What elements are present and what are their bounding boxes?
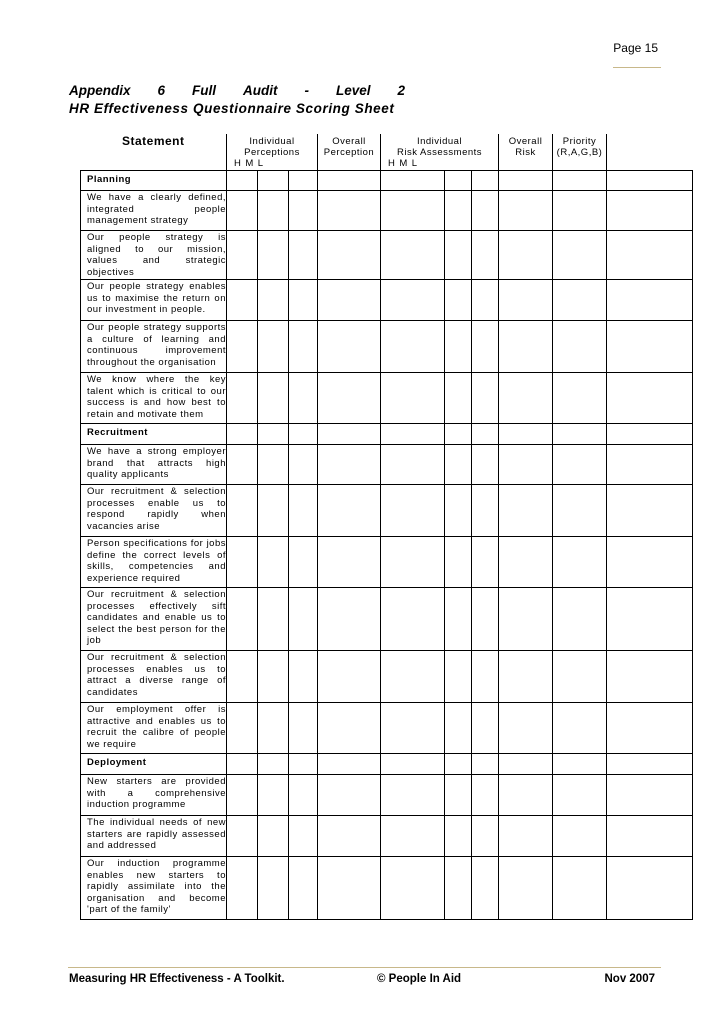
statement-cell: Our employment offer is attractive and enables us to recruit the calibre of people we require [81,703,227,754]
score-cell [258,537,289,588]
score-cell [472,816,499,857]
score-cell [553,231,607,280]
title-line-1 [69,83,405,98]
score-cell [318,373,381,424]
section-label: Recruitment [81,424,227,445]
score-cell [258,231,289,280]
table-row [81,857,693,920]
score-cell [445,191,472,231]
title-word: Full [192,83,216,98]
score-cell [227,537,258,588]
score-cell [445,775,472,816]
score-cell [318,857,381,920]
score-cell [318,537,381,588]
table-row [81,485,693,537]
score-cell [318,754,381,775]
score-cell [258,588,289,651]
score-cell [445,424,472,445]
score-cell [227,231,258,280]
score-cell [472,775,499,816]
section-label: Planning [81,171,227,191]
score-cell [445,537,472,588]
title-word: 2 [397,83,405,98]
score-cell [472,485,499,537]
statement-cell: Our people strategy supports a culture of learning and continuous improvement throughout the organisation [81,321,227,373]
score-cell [607,857,693,920]
score-cell [258,816,289,857]
score-cell [289,445,318,485]
score-cell [553,816,607,857]
title-word: Level [335,83,371,98]
score-cell [472,857,499,920]
score-cell [289,171,318,191]
score-cell [289,191,318,231]
score-cell [472,280,499,321]
statement-cell: Our recruitment & selection processes enables us to attract a diverse range of candidates [81,651,227,703]
score-cell [607,651,693,703]
score-cell [227,171,258,191]
score-cell [445,588,472,651]
table-row [81,280,693,321]
score-cell [258,485,289,537]
score-cell [318,703,381,754]
score-cell [381,857,445,920]
score-cell [227,651,258,703]
score-cell [258,373,289,424]
score-cell [607,775,693,816]
score-cell [381,191,445,231]
table-row [81,321,693,373]
score-cell [445,373,472,424]
score-cell [445,703,472,754]
statement-cell: Our recruitment & selection processes effectively sift candidates and enable us to select the best person for the job [81,588,227,651]
statement-cell: New starters are provided with a comprehensive induction programme [81,775,227,816]
score-cell [318,191,381,231]
score-cell [499,816,553,857]
score-cell [318,816,381,857]
score-cell [445,171,472,191]
overall-perception-header: Overall Perception [318,134,381,171]
statement-cell: The individual needs of new starters are rapidly assessed and addressed [81,816,227,857]
score-cell [607,280,693,321]
footer-center: © People In Aid [377,973,462,985]
score-cell [289,651,318,703]
score-cell [472,445,499,485]
score-cell [227,280,258,321]
score-cell [258,651,289,703]
score-cell [318,588,381,651]
score-cell [472,191,499,231]
score-cell [499,191,553,231]
score-cell [553,445,607,485]
score-cell [289,280,318,321]
table-row [81,816,693,857]
score-cell [553,703,607,754]
score-cell [381,775,445,816]
score-cell [227,445,258,485]
table-row [81,231,693,280]
score-cell [499,537,553,588]
score-cell [381,703,445,754]
score-cell [553,588,607,651]
score-cell [289,588,318,651]
section-row-deployment [81,754,693,775]
table-row [81,775,693,816]
header-rule [613,67,661,68]
score-cell [445,321,472,373]
table-row [81,651,693,703]
score-cell [607,321,693,373]
score-cell [381,321,445,373]
score-cell [607,754,693,775]
score-cell [472,373,499,424]
score-cell [607,816,693,857]
score-cell [258,191,289,231]
score-cell [499,857,553,920]
score-cell [472,321,499,373]
score-cell [553,171,607,191]
table-row [81,445,693,485]
score-cell [289,373,318,424]
score-cell [227,373,258,424]
score-cell [499,485,553,537]
score-cell [445,754,472,775]
score-cell [289,321,318,373]
score-cell [318,231,381,280]
table-row [81,373,693,424]
score-cell [499,588,553,651]
score-cell [553,321,607,373]
score-cell [227,191,258,231]
individual-risk-header: Individual Risk Assessments [381,134,499,158]
score-cell [499,754,553,775]
score-cell [445,445,472,485]
score-cell [258,703,289,754]
score-cell [499,231,553,280]
score-cell [258,754,289,775]
hml-risk: H M L [381,158,499,171]
score-cell [227,703,258,754]
score-cell [318,651,381,703]
score-cell [499,171,553,191]
score-cell [472,231,499,280]
score-cell [381,588,445,651]
score-cell [607,703,693,754]
score-cell [499,775,553,816]
statement-cell: Our people strategy enables us to maximise the return on our investment in people. [81,280,227,321]
score-cell [227,816,258,857]
title-word: Appendix [69,83,131,98]
score-cell [381,485,445,537]
footer-left: Measuring HR Effectiveness - A Toolkit. [69,973,285,985]
score-cell [318,280,381,321]
score-cell [499,703,553,754]
score-cell [445,651,472,703]
score-cell [607,537,693,588]
score-cell [258,445,289,485]
score-cell [318,775,381,816]
score-cell [381,424,445,445]
scoring-table [80,134,693,920]
statement-cell: We know where the key talent which is critical to our success is and how best to retain and motivate them [81,373,227,424]
statement-cell: Our induction programme enables new starters to rapidly assimilate into the organisation and become 'part of the family' [81,857,227,920]
score-cell [227,424,258,445]
score-cell [499,373,553,424]
score-cell [472,424,499,445]
title-word: 6 [157,83,166,98]
score-cell [607,588,693,651]
score-cell [381,373,445,424]
score-cell [445,280,472,321]
score-cell [318,321,381,373]
section-row-planning [81,171,693,191]
score-cell [289,424,318,445]
score-cell [381,445,445,485]
score-cell [381,280,445,321]
score-cell [258,171,289,191]
hml-perceptions: H M L [227,158,318,171]
score-cell [381,816,445,857]
score-cell [289,754,318,775]
title-word: - [304,83,309,98]
table-row [81,537,693,588]
score-cell [258,424,289,445]
footer-right: Nov 2007 [604,973,655,985]
score-cell [318,171,381,191]
score-cell [553,857,607,920]
score-cell [318,445,381,485]
score-cell [227,754,258,775]
score-cell [472,537,499,588]
table-row [81,588,693,651]
statement-header: Statement [81,134,227,171]
table-row [81,703,693,754]
score-cell [289,703,318,754]
score-cell [499,651,553,703]
score-cell [258,321,289,373]
score-cell [289,775,318,816]
score-cell [381,754,445,775]
score-cell [553,373,607,424]
score-cell [607,191,693,231]
score-cell [472,588,499,651]
table-row [81,191,693,231]
score-cell [289,816,318,857]
score-cell [227,321,258,373]
score-cell [499,445,553,485]
individual-perceptions-header: Individual Perceptions [227,134,318,158]
score-cell [381,231,445,280]
score-cell [607,424,693,445]
statement-cell: We have a clearly defined, integrated people management strategy [81,191,227,231]
score-cell [553,537,607,588]
score-cell [258,857,289,920]
overall-risk-header: Overall Risk [499,134,553,171]
score-cell [472,703,499,754]
score-cell [607,231,693,280]
score-cell [499,321,553,373]
score-cell [472,651,499,703]
score-cell [553,280,607,321]
header-row [81,134,693,158]
score-cell [553,485,607,537]
title-word: Audit [242,83,278,98]
score-cell [499,424,553,445]
score-cell [227,775,258,816]
score-cell [553,775,607,816]
footer-rule [68,967,661,968]
statement-cell: Person specifications for jobs define the correct levels of skills, competencies and experience required [81,537,227,588]
statement-cell: We have a strong employer brand that attracts high quality applicants [81,445,227,485]
score-cell [553,191,607,231]
score-cell [445,816,472,857]
score-cell [553,754,607,775]
score-cell [258,280,289,321]
blank-header [607,134,693,171]
score-cell [472,171,499,191]
score-cell [553,424,607,445]
score-cell [318,424,381,445]
score-cell [289,231,318,280]
score-cell [607,445,693,485]
section-row-recruitment [81,424,693,445]
score-cell [381,537,445,588]
score-cell [607,373,693,424]
priority-header: Priority (R,A,G,B) [553,134,607,171]
score-cell [289,537,318,588]
score-cell [289,485,318,537]
score-cell [227,857,258,920]
score-cell [607,171,693,191]
score-cell [318,485,381,537]
score-cell [445,857,472,920]
page-number: Page 15 [613,41,658,55]
score-cell [227,485,258,537]
score-cell [381,651,445,703]
score-cell [499,280,553,321]
statement-cell: Our people strategy is aligned to our mission, values and strategic objectives [81,231,227,280]
score-cell [472,754,499,775]
score-cell [553,651,607,703]
score-cell [258,775,289,816]
section-label: Deployment [81,754,227,775]
score-cell [381,171,445,191]
score-cell [445,485,472,537]
title-line-2: HR Effectiveness Questionnaire Scoring Sheet [69,101,395,116]
score-cell [445,231,472,280]
score-cell [227,588,258,651]
score-cell [289,857,318,920]
score-cell [607,485,693,537]
statement-cell: Our recruitment & selection processes enable us to respond rapidly when vacancies arise [81,485,227,537]
